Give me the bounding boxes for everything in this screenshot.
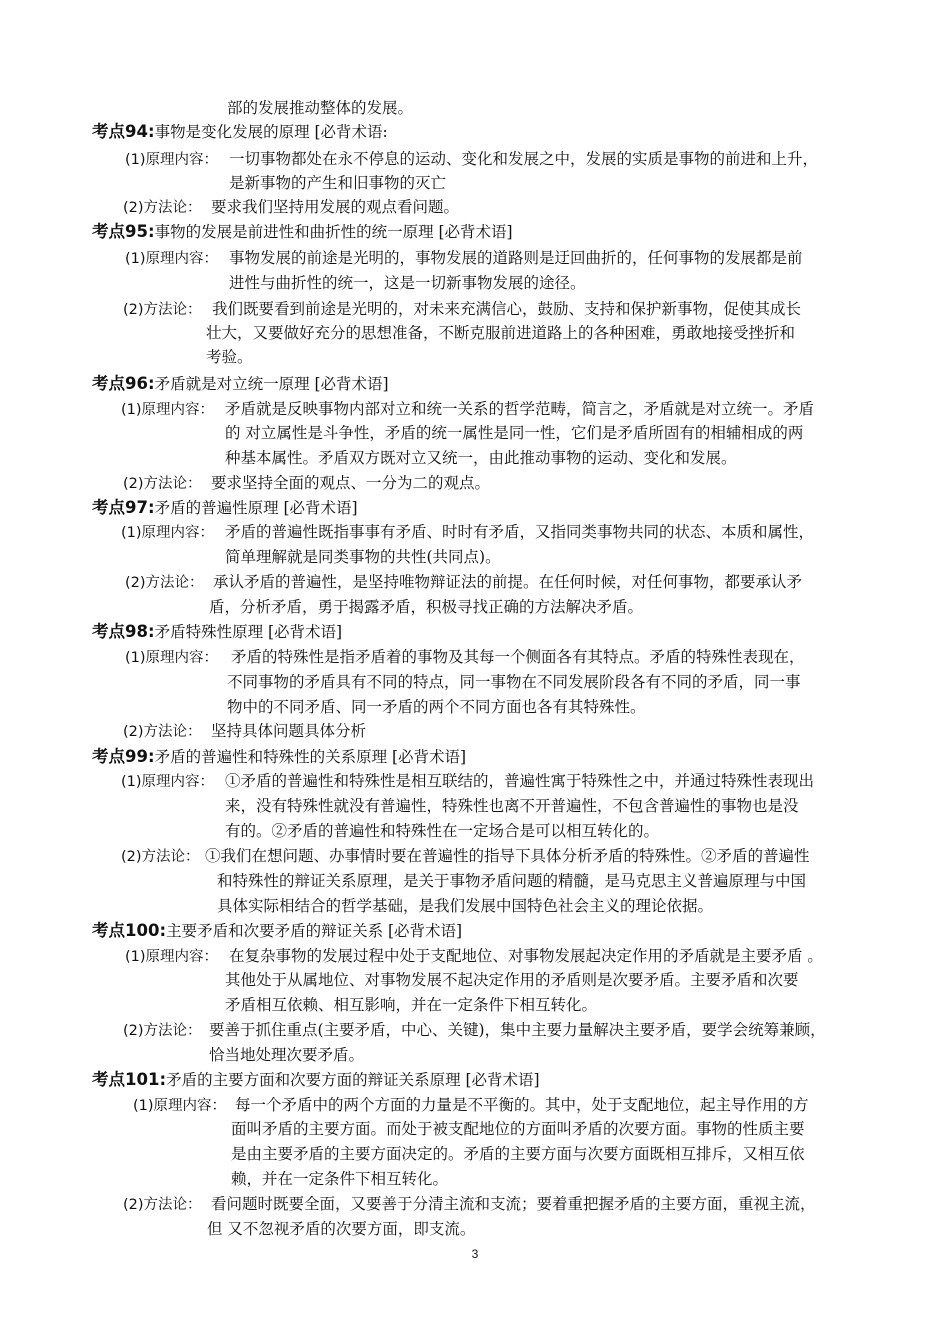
- section-title: 主要矛盾和次要矛盾的辩证关系 [必背术语]: [166, 922, 463, 940]
- kaodian-label: 考点94: [92, 122, 148, 141]
- item-label: (1)原理内容：: [125, 650, 219, 666]
- item-continuation: 其他处于从属地位、对事物发展不起决定作用的矛盾则是次要矛盾。主要矛盾和次要: [225, 971, 799, 989]
- item-text: 看问题时既要全面，又要善于分清主流和支流；要着重把握矛盾的主要方面，重视主流，: [211, 1195, 816, 1213]
- section-heading: [92, 120, 388, 144]
- item-continuation: 的 对立属性是斗争性，矛盾的统一属性是同一性，它们是矛盾所固有的相辅相成的两: [225, 424, 804, 442]
- item-text: 坚持具体问题具体分析: [211, 722, 367, 740]
- kaodian-label: 考点96: [92, 374, 148, 393]
- heading-colon: :: [147, 222, 155, 241]
- item-text: 要求我们坚持用发展的观点看问题。: [211, 198, 460, 216]
- item-label: (2)方法论：: [123, 1197, 202, 1213]
- item-continuation: 不同事物的矛盾具有不同的特点，同一事物在不同发展阶段各有不同的矛盾，同一事: [227, 673, 801, 691]
- kaodian-label: 考点98: [92, 622, 148, 641]
- section-title: 矛盾特殊性原理 [必背术语]: [154, 623, 343, 641]
- item-label: (1)原理内容：: [125, 152, 219, 168]
- item-text: 矛盾的普遍性既指事事有矛盾、时时有矛盾，又指同类事物共同的状态、本质和属性，: [225, 523, 815, 541]
- page-number: 3: [471, 1247, 479, 1261]
- item-continuation: 盾，分析矛盾，勇于揭露矛盾，积极寻找正确的方法解决矛盾。: [209, 598, 644, 616]
- heading-colon: :: [147, 747, 155, 766]
- item-continuation: 进性与曲折性的统一，这是一切新事物发展的途径。: [229, 274, 586, 292]
- section-title: 矛盾的主要方面和次要方面的辩证关系原理 [必背术语]: [166, 1071, 540, 1089]
- kaodian-label: 考点99: [92, 747, 148, 766]
- item-label: (1)原理内容：: [133, 1098, 227, 1114]
- section-heading: [92, 372, 389, 396]
- item-label: (2)方法论：: [123, 200, 202, 216]
- item-continuation: 赖，并在一定条件下相互转化。: [231, 1170, 449, 1188]
- section-heading: [92, 919, 462, 943]
- section-heading: [92, 1068, 540, 1092]
- heading-colon: :: [159, 921, 167, 940]
- item-continuation: 来，没有特殊性就没有普遍性，特殊性也离不开普遍性，不包含普遍性的事物也是没: [225, 797, 799, 815]
- item-text: 承认矛盾的普遍性，是坚持唯物辩证法的前提。在任何时候，对任何事物，都要承认矛: [213, 573, 803, 591]
- item-continuation: 壮大，又要做好充分的思想准备，不断克服前进道路上的各种困难，勇敢地接受挫折和: [206, 324, 796, 342]
- section-title: 事物的发展是前进性和曲折性的统一原理 [必背术语]: [154, 223, 513, 241]
- section-heading: [92, 496, 358, 520]
- item-text: 每一个矛盾中的两个方面的力量是不平衡的。其中，处于支配地位，起主导作用的方: [235, 1096, 809, 1114]
- item-label: (2)方法论：: [121, 849, 200, 865]
- item-continuation: 考验。: [206, 348, 253, 366]
- kaodian-label: 考点95: [92, 222, 148, 241]
- section-title: 事物是变化发展的原理 [必背术语:: [154, 123, 388, 141]
- item-label: (2)方法论：: [123, 724, 202, 740]
- item-continuation: 和特殊性的辩证关系原理，是关于事物矛盾问题的精髓，是马克思主义普遍原理与中国: [217, 872, 807, 890]
- item-continuation: 简单理解就是同类事物的共性(共同点)。: [225, 548, 501, 566]
- item-text: 事物发展的前途是光明的，事物发展的道路则是迂回曲折的，任何事物的发展都是前: [229, 249, 803, 267]
- section-title: 矛盾的普遍性和特殊性的关系原理 [必背术语]: [154, 748, 467, 766]
- item-text: ①我们在想问题、办事情时要在普遍性的指导下具体分析矛盾的特殊性。②矛盾的普遍性: [205, 847, 810, 865]
- section-heading: [92, 220, 513, 244]
- heading-colon: :: [147, 498, 155, 517]
- item-text: 矛盾就是反映事物内部对立和统一关系的哲学范畴，简言之，矛盾就是对立统一。矛盾: [225, 400, 815, 418]
- item-label: (2)方法论：: [123, 476, 202, 492]
- item-label: (1)原理内容：: [121, 402, 215, 418]
- item-continuation: 面叫矛盾的主要方面。而处于被支配地位的方面叫矛盾的次要方面。事物的性质主要: [231, 1120, 805, 1138]
- heading-colon: :: [147, 122, 155, 141]
- item-continuation: 有的。②矛盾的普遍性和特殊性在一定场合是可以相互转化的。: [225, 822, 660, 840]
- intro-line: 部的发展推动整体的发展。: [227, 99, 414, 117]
- item-label: (2)方法论：: [123, 302, 202, 318]
- kaodian-label: 考点100: [92, 921, 160, 940]
- item-text: 矛盾的特殊性是指矛盾着的事物及其每一个侧面各有其特点。矛盾的特殊性表现在，: [231, 648, 805, 666]
- item-label: (1)原理内容：: [121, 525, 215, 541]
- item-text: 我们既要看到前途是光明的，对未来充满信心，鼓励、支持和保护新事物，促使其成长: [212, 300, 802, 318]
- item-label: (1)原理内容：: [121, 774, 215, 790]
- kaodian-label: 考点101: [92, 1070, 160, 1089]
- item-text: 一切事物都处在永不停息的运动、变化和发展之中，发展的实质是事物的前进和上升，: [229, 150, 819, 168]
- section-heading: [92, 745, 466, 769]
- item-text: 要善于抓住重点(主要矛盾，中心、关键)，集中主要力量解决主要矛盾，要学会统筹兼顾，: [209, 1021, 826, 1039]
- item-text: 在复杂事物的发展过程中处于支配地位、对事物发展起决定作用的矛盾就是主要矛盾 。: [229, 947, 823, 965]
- heading-colon: :: [147, 374, 155, 393]
- item-continuation: 种基本属性。矛盾双方既对立又统一，由此推动事物的运动、变化和发展。: [225, 449, 737, 467]
- item-continuation: 恰当地处理次要矛盾。: [209, 1046, 365, 1064]
- item-continuation: 物中的不同矛盾、同一矛盾的两个不同方面也各有其特殊性。: [227, 698, 646, 716]
- item-continuation: 是由主要矛盾的主要方面决定的。矛盾的主要方面与次要方面既相互排斥，又相互依: [231, 1145, 805, 1163]
- item-label: (1)原理内容：: [125, 949, 219, 965]
- item-text: 要求坚持全面的观点、一分为二的观点。: [211, 474, 491, 492]
- item-text: ①矛盾的普遍性和特殊性是相互联结的，普遍性寓于特殊性之中，并通过特殊性表现出: [225, 772, 815, 790]
- section-title: 矛盾的普遍性原理 [必背术语]: [154, 499, 358, 517]
- item-label: (2)方法论：: [123, 1023, 202, 1039]
- item-label: (2)方法论：: [125, 575, 204, 591]
- heading-colon: :: [147, 622, 155, 641]
- item-continuation: 矛盾相互依赖、相互影响，并在一定条件下相互转化。: [225, 996, 598, 1014]
- kaodian-label: 考点97: [92, 498, 148, 517]
- heading-colon: :: [159, 1070, 167, 1089]
- section-title: 矛盾就是对立统一原理 [必背术语]: [154, 375, 389, 393]
- item-continuation: 但 又不忽视矛盾的次要方面，即支流。: [207, 1220, 476, 1238]
- item-label: (1)原理内容：: [125, 251, 219, 267]
- item-continuation: 具体实际相结合的哲学基础，是我们发展中国特色社会主义的理论依据。: [217, 897, 714, 915]
- section-heading: [92, 620, 342, 644]
- item-continuation: 是新事物的产生和旧事物的灭亡: [229, 174, 447, 192]
